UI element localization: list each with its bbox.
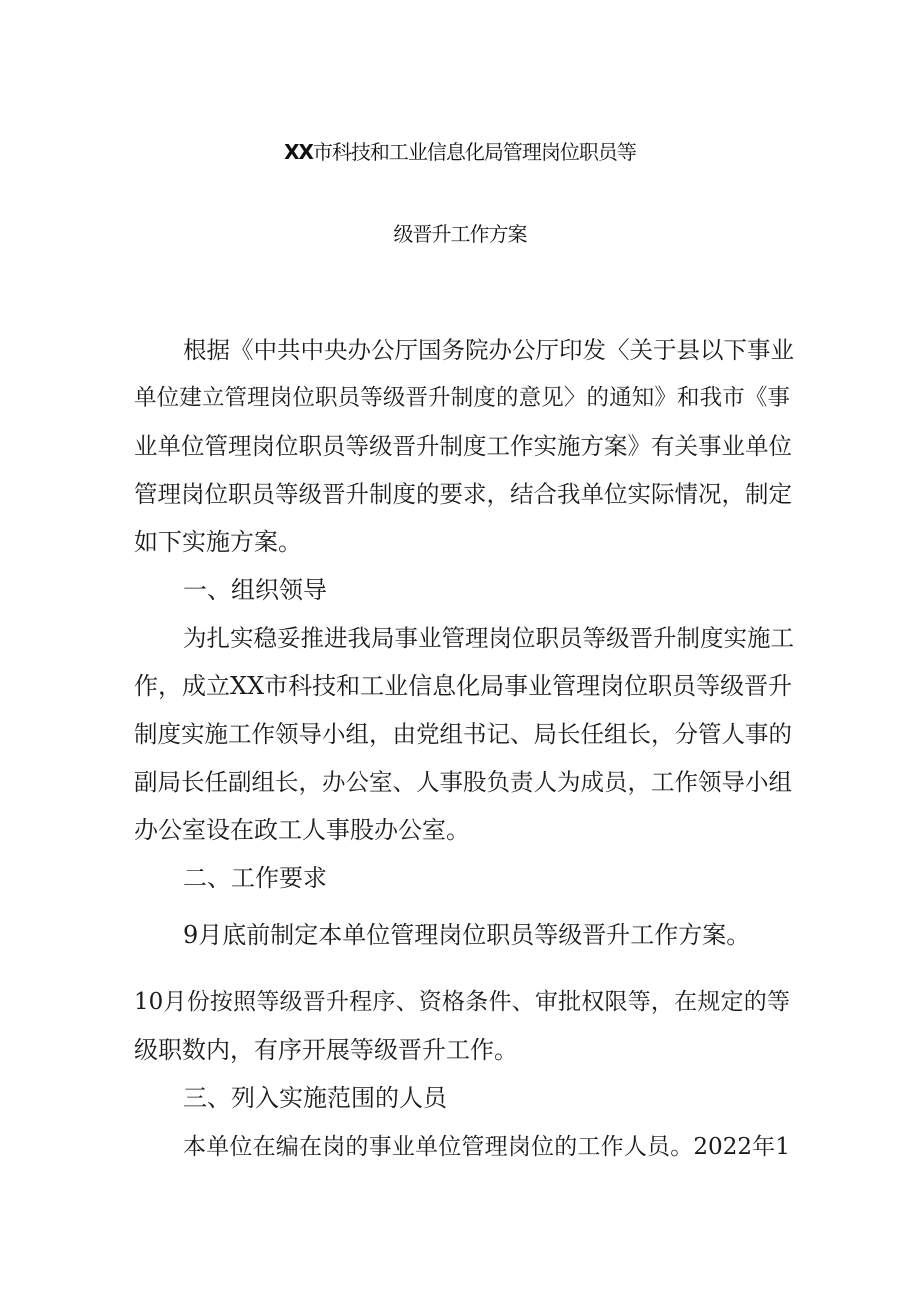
requirement-line-3: 级职数内，有序开展等级晋升工作。 [134,1036,518,1064]
title-line-1-text: 市科技和工业信息化局管理岗位职员等 [312,140,636,164]
section-heading-1: 一、组织领导 [183,576,327,604]
intro-line-4: 管理岗位职员等级晋升制度的要求，结合我单位实际情况，制定 [134,480,792,508]
section-heading-3: 三、列入实施范围的人员 [183,1084,447,1112]
title-city-placeholder: XX [284,140,313,164]
intro-line-5: 如下实施方案。 [134,528,302,556]
intro-line-3: 业单位管理岗位职员等级晋升制度工作实施方案》有关事业单位 [134,432,792,460]
requirement-line-2: 10月份按照等级晋升程序、资格条件、审批权限等，在规定的等 [134,989,790,1015]
section1-line-4: 副局长任副组长，办公室、人事股负责人为成员，工作领导小组 [134,768,792,796]
intro-line-1: 根据《中共中央办公厅国务院办公厅印发〈关于县以下事业 [183,336,794,364]
section3-line-1: 本单位在编在岗的事业单位管理岗位的工作人员。2022年1 [183,1134,790,1160]
section1-line-1: 为扎实稳妥推进我局事业管理岗位职员等级晋升制度实施工 [183,624,794,652]
section1-line-5: 办公室设在政工人事股办公室。 [134,816,470,844]
section-heading-2: 二、工作要求 [183,864,327,892]
requirement-line-1: 9月底前制定本单位管理岗位职员等级晋升工作方案。 [183,921,751,949]
intro-line-2: 单位建立管理岗位职员等级晋升制度的意见〉的通知》和我市《事 [134,385,790,411]
section1-line-2: 作，成立XX市科技和工业信息化局事业管理岗位职员等级晋升 [134,672,793,700]
section1-line-3: 制度实施工作领导小组，由党组书记、局长任组长，分管人事的 [134,720,792,748]
document-title-line-1 [0,136,920,165]
document-title-line-2: 级晋升工作方案 [393,222,527,246]
